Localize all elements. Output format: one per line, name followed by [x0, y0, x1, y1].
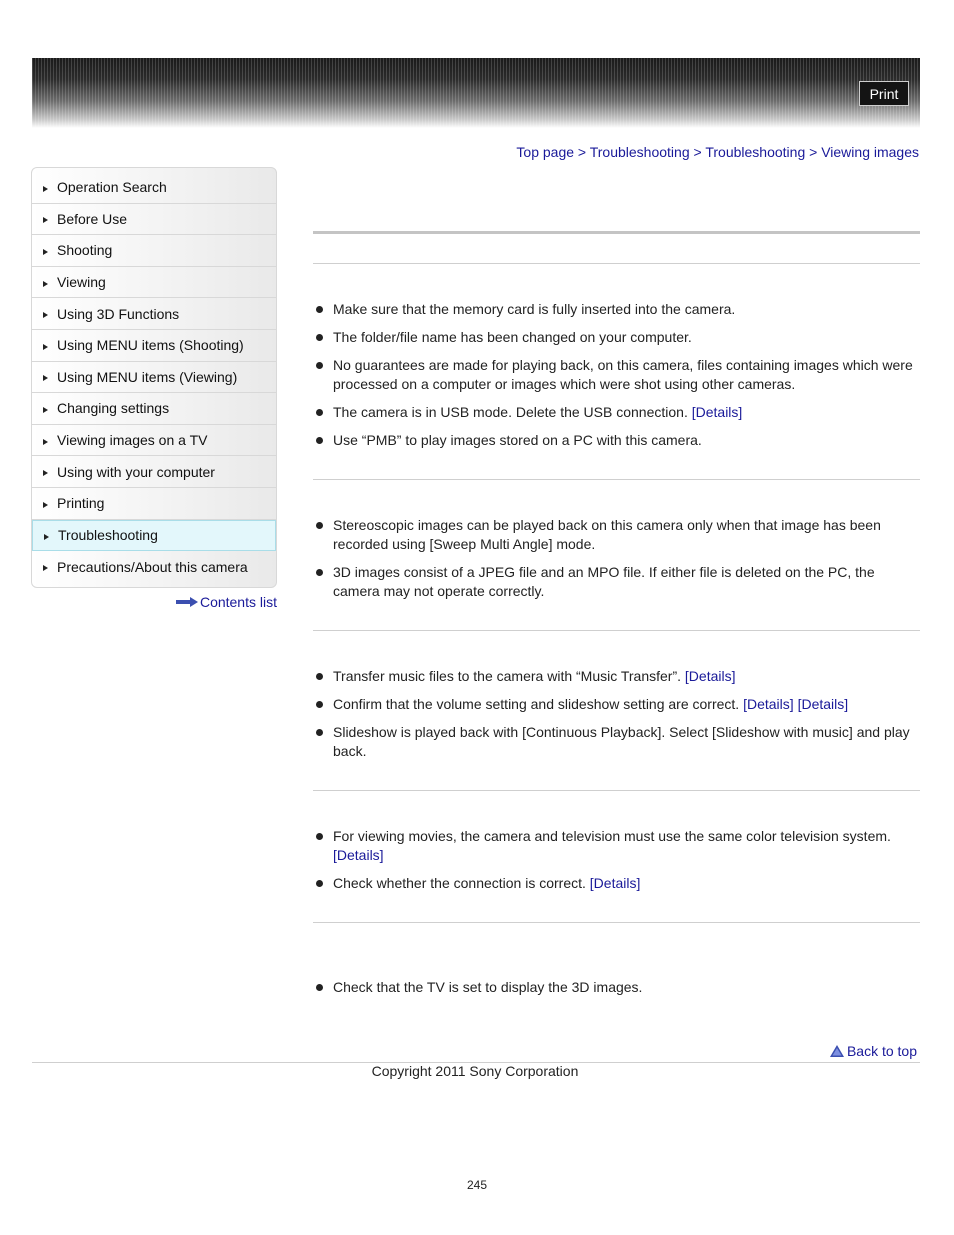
breadcrumb-viewing-images[interactable]: Viewing images: [821, 144, 919, 160]
back-to-top-link[interactable]: [830, 1043, 917, 1059]
sidebar-item-using-with-computer[interactable]: [32, 456, 276, 488]
sidebar-item-printing[interactable]: [32, 488, 276, 520]
arrow-right-icon: [43, 470, 48, 476]
section-4-list: [313, 827, 920, 902]
list-item: The folder/file name has been changed on your computer.: [313, 328, 920, 347]
section-divider: [313, 922, 920, 923]
arrow-right-icon: [43, 344, 48, 350]
arrow-right-icon: [43, 281, 48, 287]
sidebar-item-label: Using 3D Functions: [57, 305, 180, 322]
arrow-right-icon: [43, 565, 48, 571]
list-item: Check whether the connection is correct. [Details]: [313, 874, 920, 893]
list-item: For viewing movies, the camera and television must use the same color television system. [Details]: [313, 827, 920, 865]
section-2-list: [313, 516, 920, 610]
section-divider: [313, 630, 920, 631]
sidebar-item-menu-shooting[interactable]: [32, 330, 276, 362]
arrow-right-icon: [43, 249, 48, 255]
arrow-right-icon: [43, 502, 48, 508]
print-button[interactable]: Print: [859, 81, 909, 106]
contents-list-link[interactable]: [176, 594, 277, 610]
sidebar-item-label: Printing: [57, 495, 105, 512]
sidebar-item-changing-settings[interactable]: [32, 393, 276, 425]
sidebar-item-menu-viewing[interactable]: [32, 362, 276, 394]
breadcrumb-troubleshooting-sub[interactable]: Troubleshooting: [705, 144, 806, 160]
arrow-right-icon: [43, 217, 48, 223]
sidebar-item-3d-functions[interactable]: [32, 298, 276, 330]
breadcrumb-separator: >: [809, 144, 818, 160]
sidebar-item-troubleshooting[interactable]: [32, 520, 276, 552]
copyright: Copyright 2011 Sony Corporation: [371, 1063, 579, 1079]
section-5-list: [313, 978, 920, 1006]
breadcrumb-separator: >: [693, 144, 702, 160]
details-link[interactable]: [Details]: [743, 696, 794, 712]
sidebar-item-label: Before Use: [57, 210, 128, 227]
sidebar-nav: [31, 167, 277, 588]
triangle-up-icon: [830, 1045, 844, 1057]
sidebar-item-label: Using MENU items (Viewing): [57, 368, 238, 385]
section-divider: [313, 263, 920, 264]
arrow-right-icon: [176, 597, 198, 607]
sidebar-item-label: Using with your computer: [57, 463, 215, 480]
sidebar-item-before-use[interactable]: [32, 204, 276, 236]
list-item: Check that the TV is set to display the 3D images.: [313, 978, 920, 997]
list-item: Slideshow is played back with [Continuous Playback]. Select [Slideshow with music] and play back.: [313, 723, 920, 761]
sidebar-item-label: Precautions/About this camera: [57, 558, 248, 575]
arrow-right-icon: [43, 375, 48, 381]
sidebar-item-label: Troubleshooting: [58, 527, 158, 544]
page-number: 245: [466, 1178, 488, 1192]
list-item: Use “PMB” to play images stored on a PC with this camera.: [313, 431, 920, 450]
section-1-list: [313, 300, 920, 459]
breadcrumb-separator: >: [577, 144, 587, 160]
list-item: Confirm that the volume setting and slideshow setting are correct. [Details] [Details]: [313, 695, 920, 714]
sidebar-item-operation-search[interactable]: [32, 172, 276, 204]
header-banner: [32, 58, 920, 128]
sidebar-item-viewing-on-tv[interactable]: [32, 425, 276, 457]
section-3-list: [313, 667, 920, 770]
arrow-right-icon: [43, 312, 48, 318]
breadcrumb-troubleshooting[interactable]: Troubleshooting: [589, 144, 690, 160]
section-divider: [313, 790, 920, 791]
details-link[interactable]: [Details]: [589, 875, 641, 891]
list-item: No guarantees are made for playing back, on this camera, files containing images which were processed on a computer or images which were shot using other cameras.: [313, 356, 920, 394]
contents-list-label: Contents list: [199, 594, 277, 610]
breadcrumb: [516, 144, 919, 160]
sidebar-item-shooting[interactable]: [32, 235, 276, 267]
details-link[interactable]: [Details]: [797, 696, 849, 712]
breadcrumb-top-page[interactable]: Top page: [516, 144, 575, 160]
sidebar-item-label: Viewing: [57, 274, 106, 291]
list-item: 3D images consist of a JPEG file and an MPO file. If either file is deleted on the PC, the camera may not operate correctly.: [313, 563, 920, 601]
details-link[interactable]: [Details]: [684, 668, 736, 684]
list-item: Transfer music files to the camera with “Music Transfer”. [Details]: [313, 667, 920, 686]
sidebar-item-viewing[interactable]: [32, 267, 276, 299]
section-divider: [313, 479, 920, 480]
details-link[interactable]: [Details]: [333, 847, 384, 863]
list-item: The camera is in USB mode. Delete the USB connection. [Details]: [313, 403, 920, 422]
sidebar-item-label: Operation Search: [57, 179, 167, 196]
arrow-right-icon: [43, 439, 48, 445]
list-item: Make sure that the memory card is fully inserted into the camera.: [313, 300, 920, 319]
sidebar-item-label: Changing settings: [57, 400, 170, 417]
arrow-right-icon: [43, 407, 48, 413]
sidebar-item-label: Using MENU items (Shooting): [57, 337, 244, 354]
sidebar-item-label: Shooting: [57, 242, 113, 259]
sidebar-item-label: Viewing images on a TV: [57, 432, 208, 449]
back-to-top-label: Back to top: [846, 1043, 917, 1059]
details-link[interactable]: [Details]: [691, 404, 743, 420]
list-item: Stereoscopic images can be played back on this camera only when that image has been recorded using [Sweep Multi Angle] mode.: [313, 516, 920, 554]
arrow-right-icon: [44, 534, 49, 540]
title-divider: [313, 231, 920, 234]
sidebar-item-precautions[interactable]: [32, 551, 276, 583]
arrow-right-icon: [43, 186, 48, 192]
